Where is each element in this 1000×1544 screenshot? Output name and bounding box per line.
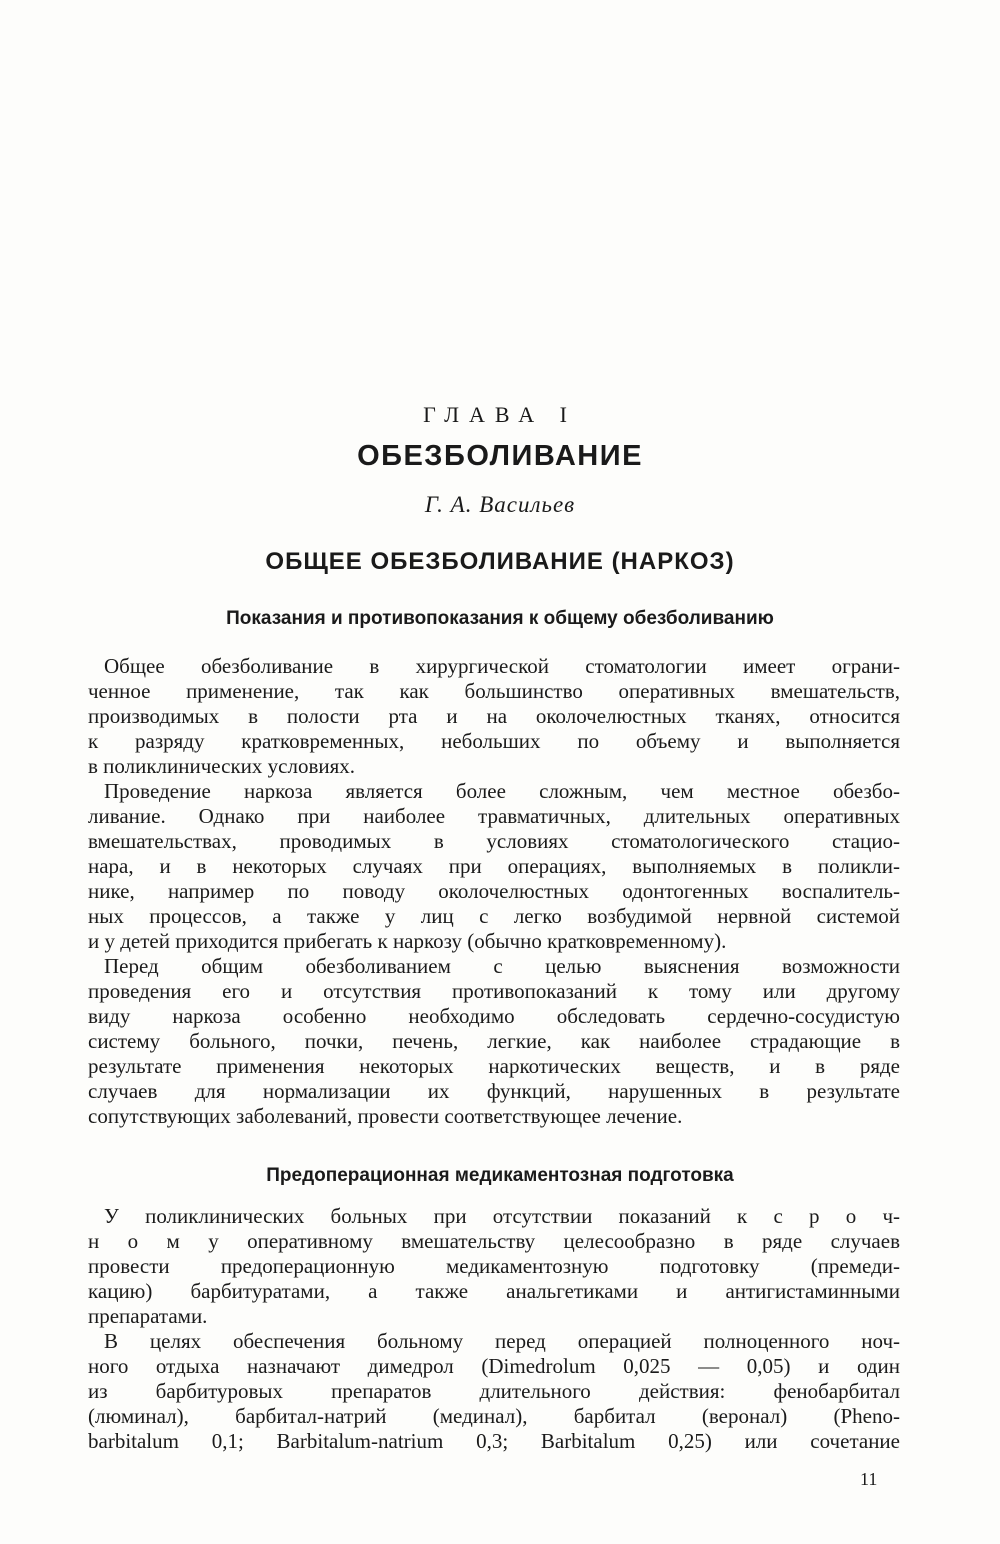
text-line: Общее обезболивание в хирургической стоматологии имеет ограни- xyxy=(104,654,900,678)
text-line: и у детей приходится прибегать к наркозу (обычно кратковременному). xyxy=(88,929,727,953)
text-line: проведения его и отсутствия противопоказаний к тому или другому xyxy=(88,979,900,1003)
text-line: Проведение наркоза является более сложным, чем местное обезбо- xyxy=(104,779,900,803)
page-number: 11 xyxy=(860,1469,878,1489)
paragraph xyxy=(88,1329,900,1454)
text-line: (люминал), барбитал-натрий (мединал), барбитал (веронал) (Pheno- xyxy=(88,1404,900,1428)
text-line: результате применения некоторых наркотических веществ, и в ряде xyxy=(88,1054,900,1078)
text-line: В целях обеспечения больному перед операцией полноценного ноч- xyxy=(104,1329,900,1353)
chapter-label: ГЛАВА I xyxy=(423,402,577,427)
section-title: ОБЩЕЕ ОБЕЗБОЛИВАНИЕ (НАРКОЗ) xyxy=(265,548,735,575)
subsection-heading: Предоперационная медикаментозная подготовка xyxy=(266,1165,734,1186)
text-line: производимых в полости рта и на околочелюстных тканях, относится xyxy=(88,704,900,728)
text-line: сопутствующих заболеваний, провести соответствующее лечение. xyxy=(88,1104,683,1128)
chapter-title: ОБЕЗБОЛИВАНИЕ xyxy=(357,440,643,472)
text-line: препаратами. xyxy=(88,1304,208,1328)
text-line: в поликлинических условиях. xyxy=(88,754,356,778)
text-line: Перед общим обезболиванием с целью выяснения возможности xyxy=(104,954,900,978)
text-line: провести предоперационную медикаментозную подготовку (премеди- xyxy=(88,1254,900,1278)
text-line: ных процессов, а также у лиц с легко возбудимой нервной системой xyxy=(88,904,900,928)
text-line: ченное применение, так как большинство оперативных вмешательств, xyxy=(88,679,900,703)
text-line: ливание. Однако при наиболее травматичных, длительных оперативных xyxy=(88,804,900,828)
text-line: случаев для нормализации их функций, нарушенных в результате xyxy=(88,1079,900,1103)
subsection-body xyxy=(88,1204,900,1454)
paragraph xyxy=(88,654,900,779)
text-line: ного отдыха назначают димедрол (Dimedrolum 0,025 — 0,05) и один xyxy=(88,1354,900,1378)
text-line: виду наркоза особенно необходимо обследовать сердечно-сосудистую xyxy=(88,1004,900,1028)
text-line: У поликлинических больных при отсутствии показаний к с р о ч- xyxy=(104,1204,900,1228)
author: Г. А. Васильев xyxy=(424,492,576,517)
text-line: систему больного, почки, печень, легкие, как наиболее страдающие в xyxy=(88,1029,900,1053)
text-line: из барбитуровых препаратов длительного действия: фенобарбитал xyxy=(88,1379,900,1403)
text-line: к разряду кратковременных, небольших по объему и выполняется xyxy=(88,729,900,753)
text-line: кацию) барбитуратами, а также анальгетиками и антигистаминными xyxy=(88,1279,900,1303)
text-line: н о м у оперативному вмешательству целесообразно в ряде случаев xyxy=(88,1229,900,1253)
subsection-heading: Показания и противопоказания к общему обезболиванию xyxy=(226,608,774,629)
text-line: barbitalum 0,1; Barbitalum-natrium 0,3; Barbitalum 0,25) или сочетание xyxy=(88,1429,900,1453)
text-line: вмешательствах, проводимых в условиях стоматологического стацио- xyxy=(88,829,900,853)
subsection-body xyxy=(88,654,900,1129)
paragraph xyxy=(88,954,900,1129)
text-line: нара, и в некоторых случаях при операциях, выполняемых в поликли- xyxy=(88,854,900,878)
text-line: нике, например по поводу околочелюстных одонтогенных воспалитель- xyxy=(88,879,900,903)
paragraph xyxy=(88,779,900,954)
paragraph xyxy=(88,1204,900,1329)
